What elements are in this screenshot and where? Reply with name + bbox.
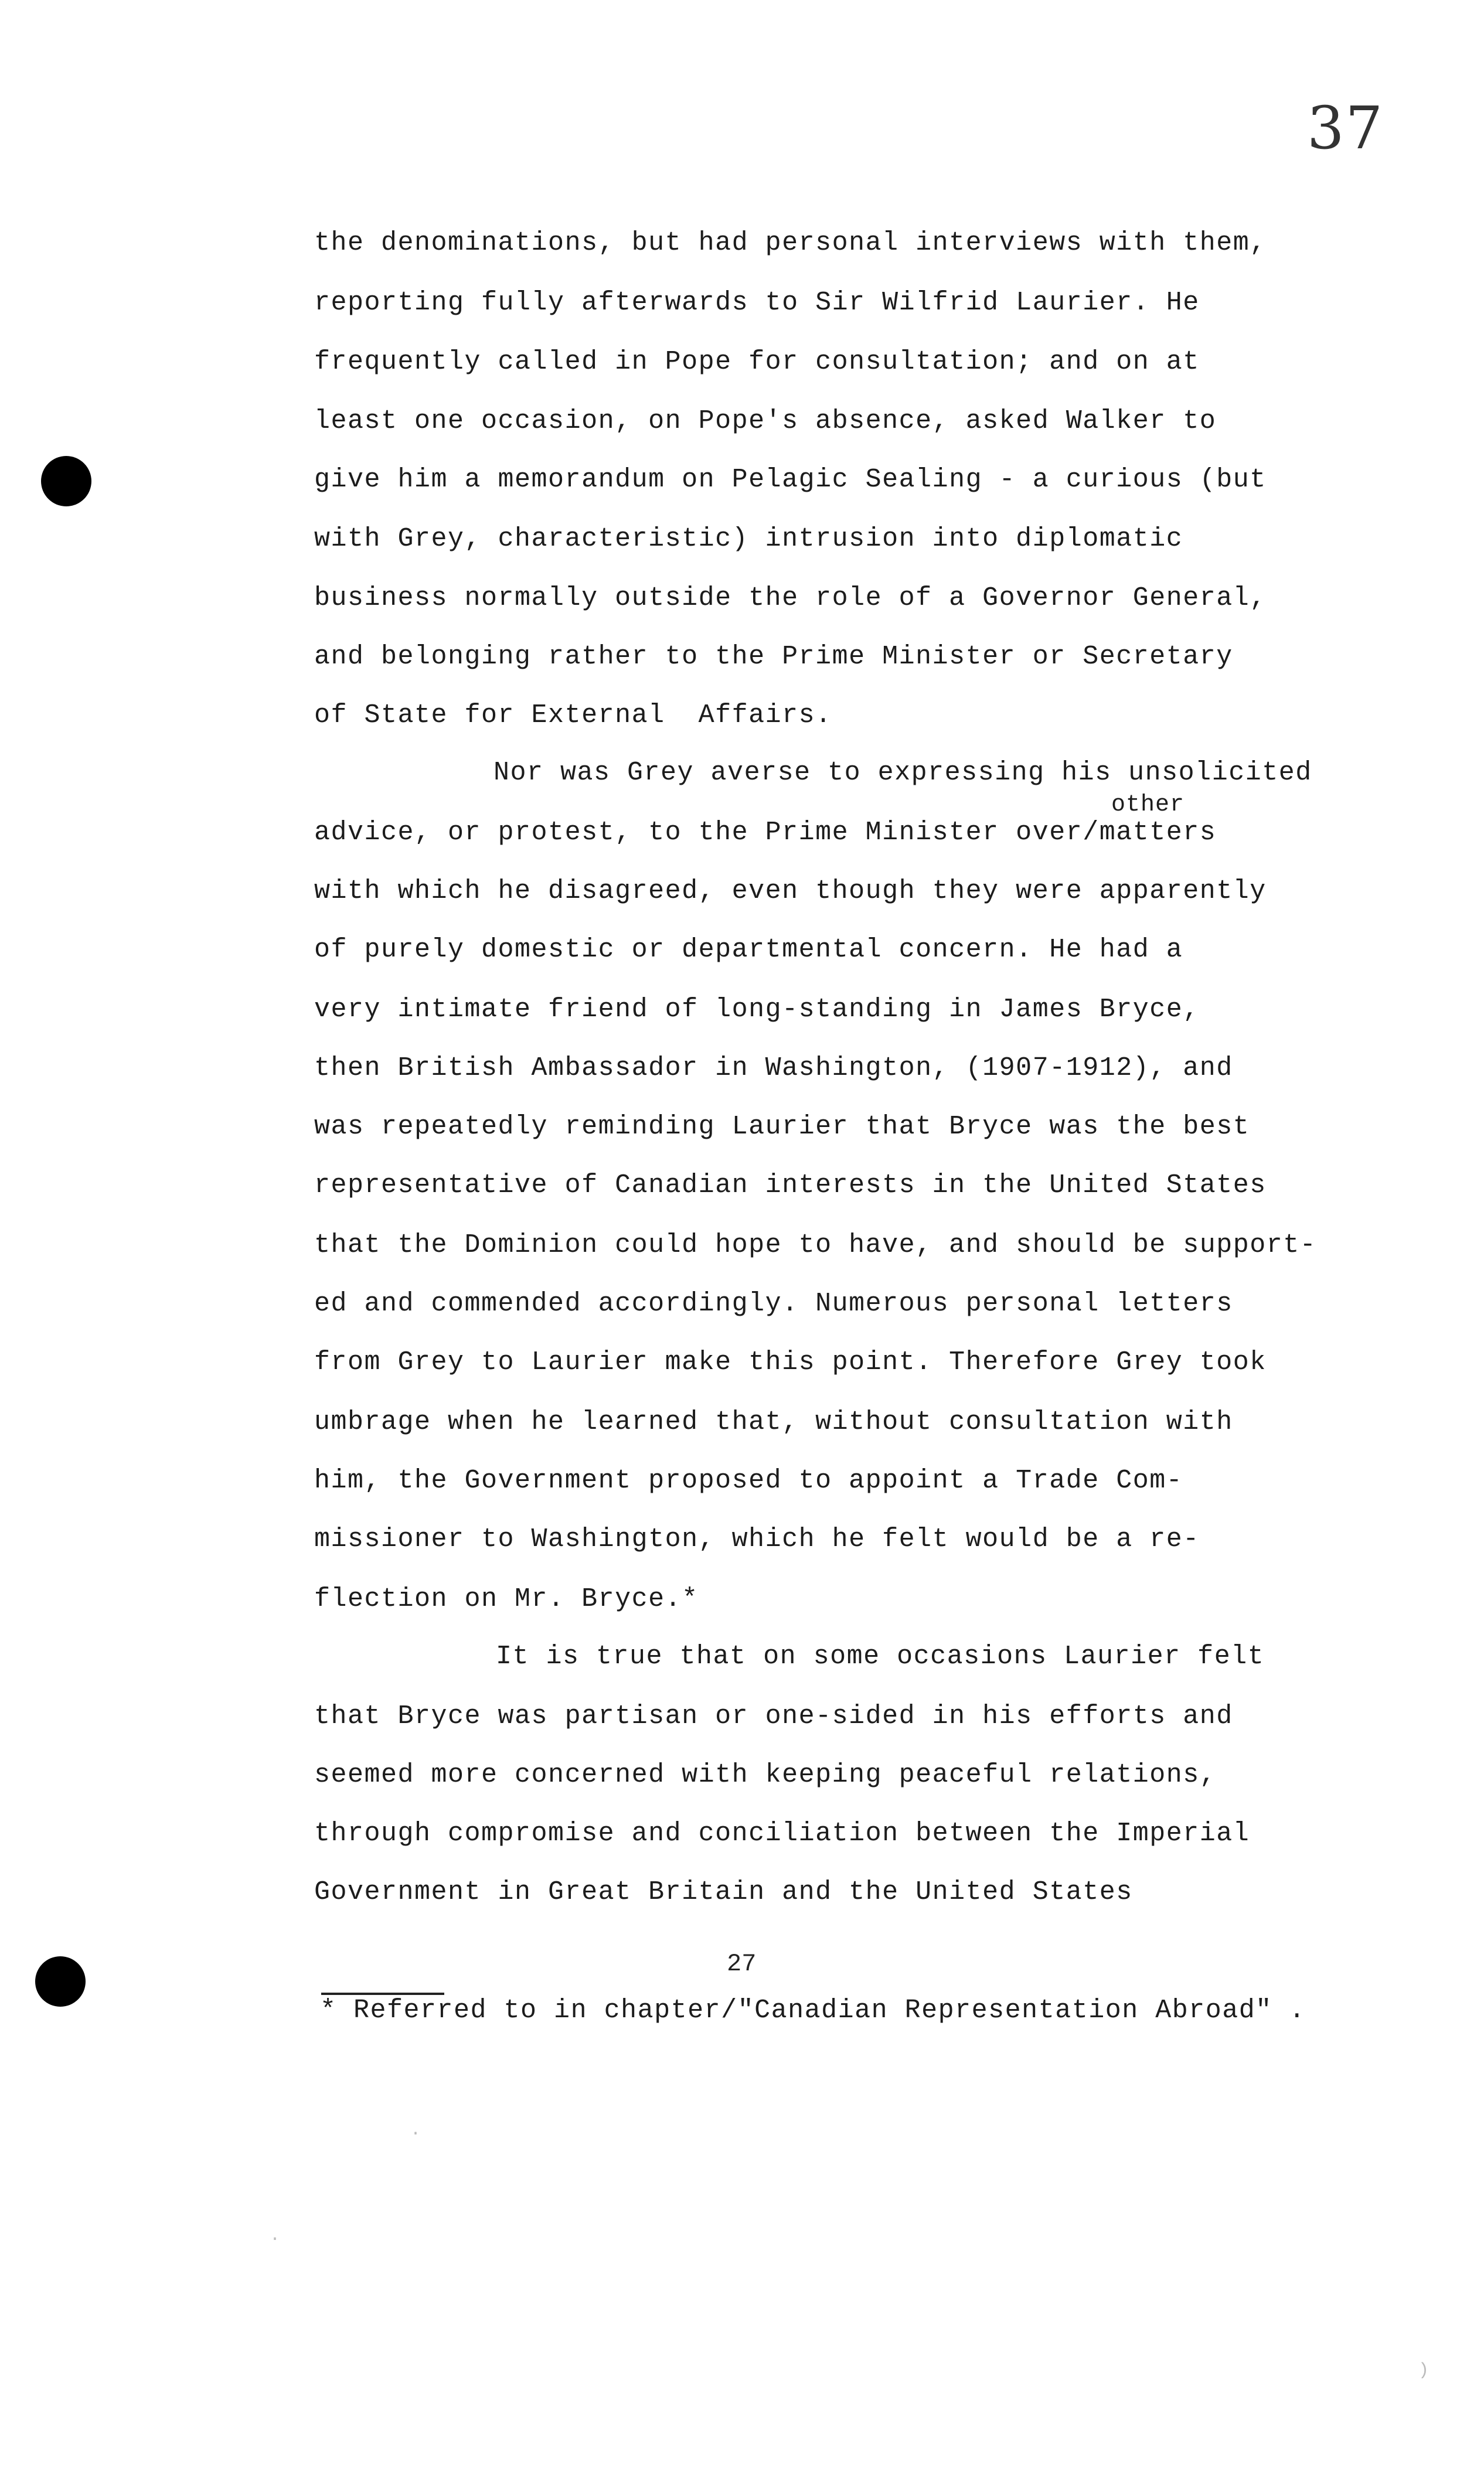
interlinear-insert: other bbox=[1111, 792, 1185, 818]
text-line: business normally outside the role of a Governor General, bbox=[314, 583, 1267, 613]
text-line: that the Dominion could hope to have, and should be support- bbox=[314, 1230, 1317, 1260]
text-line: frequently called in Pope for consultation; and on at bbox=[314, 347, 1200, 377]
punch-hole-bottom bbox=[35, 1956, 86, 2007]
text-line: ed and commended accordingly. Numerous personal letters bbox=[314, 1289, 1233, 1319]
footnote-divider bbox=[321, 1993, 444, 1995]
text-line: Nor was Grey averse to expressing his unsolicited bbox=[493, 758, 1312, 788]
text-line: of purely domestic or departmental concern. He had a bbox=[314, 935, 1183, 965]
text-line: missioner to Washington, which he felt would be a re- bbox=[314, 1524, 1200, 1554]
text-line: and belonging rather to the Prime Minister or Secretary bbox=[314, 642, 1233, 672]
scan-speck: . bbox=[410, 2120, 421, 2140]
text-line: umbrage when he learned that, without consultation with bbox=[314, 1407, 1233, 1437]
text-line: least one occasion, on Pope's absence, asked Walker to bbox=[314, 406, 1217, 436]
text-line: of State for External Affairs. bbox=[314, 700, 832, 730]
text-line: through compromise and conciliation between the Imperial bbox=[314, 1819, 1250, 1848]
text-line: with Grey, characteristic) intrusion into diplomatic bbox=[314, 524, 1183, 554]
text-line: reporting fully afterwards to Sir Wilfrid Laurier. He bbox=[314, 288, 1200, 318]
text-line: seemed more concerned with keeping peaceful relations, bbox=[314, 1760, 1217, 1790]
text-line: the denominations, but had personal interviews with them, bbox=[314, 228, 1267, 258]
text-line: give him a memorandum on Pelagic Sealing - a curious (but bbox=[314, 465, 1267, 495]
punch-hole-top bbox=[41, 456, 91, 506]
text-line: from Grey to Laurier make this point. Therefore Grey took bbox=[314, 1347, 1267, 1377]
footnote-chapter-number: 27 bbox=[727, 1950, 757, 1978]
scan-speck: ) bbox=[1418, 2361, 1429, 2381]
text-line: representative of Canadian interests in the United States bbox=[314, 1170, 1267, 1200]
text-line: then British Ambassador in Washington, (1907-1912), and bbox=[314, 1053, 1233, 1083]
text-line: was repeatedly reminding Laurier that Bryce was the best bbox=[314, 1112, 1250, 1142]
text-line: Government in Great Britain and the United States bbox=[314, 1877, 1133, 1907]
footnote-text: * Referred to in chapter/"Canadian Representation Abroad" . bbox=[320, 1996, 1306, 2025]
text-line: flection on Mr. Bryce.* bbox=[314, 1584, 699, 1614]
text-line: advice, or protest, to the Prime Minister over/matters bbox=[314, 818, 1217, 847]
text-line: with which he disagreed, even though they were apparently bbox=[314, 876, 1267, 906]
text-line: very intimate friend of long-standing in James Bryce, bbox=[314, 995, 1200, 1024]
scan-speck: . bbox=[270, 2226, 281, 2246]
page-number: 37 bbox=[1307, 94, 1384, 162]
text-line: that Bryce was partisan or one-sided in his efforts and bbox=[314, 1701, 1233, 1731]
text-line: It is true that on some occasions Laurier felt bbox=[496, 1642, 1265, 1671]
text-line: him, the Government proposed to appoint a Trade Com- bbox=[314, 1466, 1183, 1496]
